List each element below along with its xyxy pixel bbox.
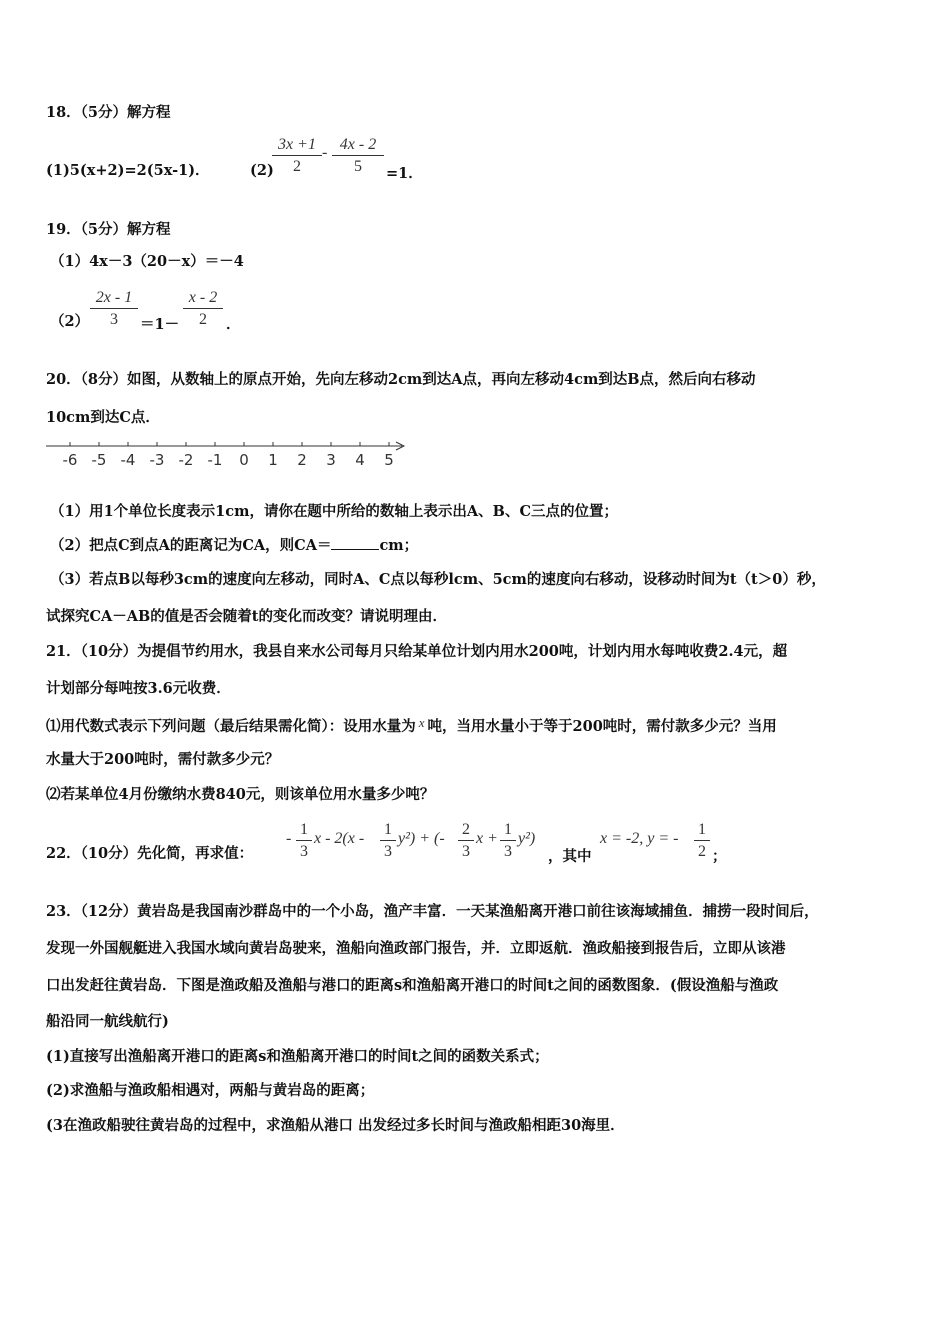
q22-fraction-5: [694, 820, 710, 863]
axis-tick-label: 0: [239, 451, 249, 469]
axis-tick-label: -6: [62, 451, 78, 469]
q18-part1: (1)5(x+2)=2(5x-1)．: [46, 162, 210, 179]
q22-fraction-4: [500, 820, 516, 863]
axis-tick-label: -3: [149, 451, 165, 469]
q21-sub1-post: 吨，当用水量小于等于200吨时，需付款多少元？当用: [427, 718, 777, 735]
denominator: 2: [698, 843, 706, 860]
denominator: 3: [110, 311, 118, 328]
q23-line2: 发现一外国舰艇进入我国水域向黄岩岛驶来，渔船向渔政部门报告，并．立即返航．渔政船接到报告后，立即从该港: [46, 940, 786, 957]
axis-tick-label: -5: [91, 451, 107, 469]
q23-line3: 口出发赶往黄岩岛．下图是渔政船及渔船与港口的距离s和渔船离开港口的时间t之间的函数图象．(假设渔船与渔政: [46, 977, 779, 994]
q19-part2-tail: ．: [226, 316, 241, 333]
q21-sub2: ⑵若某单位4月份缴纳水费840元，则该单位用水量多少吨？: [46, 786, 435, 803]
axis-tick-label: -2: [178, 451, 194, 469]
axis-tick-label: 4: [355, 451, 365, 469]
q23-sub2: (2)求渔船与渔政船相遇对，两船与黄岩岛的距离；: [46, 1082, 375, 1099]
q20-sub3-line2: 试探究CA－AB的值是否会随着t的变化而改变？请说明理由．: [46, 608, 447, 625]
numerator: 3x +1: [272, 135, 322, 156]
denominator: 3: [300, 843, 308, 860]
q21-sub1: [46, 714, 777, 736]
q19-part2-mid: ＝1－: [140, 316, 180, 333]
numerator: x - 2: [183, 288, 223, 309]
q18-title: 18．（5分）解方程: [46, 104, 171, 121]
q22-tail: ；: [712, 848, 727, 865]
denominator: 3: [462, 843, 470, 860]
q19-title: 19．（5分）解方程: [46, 221, 171, 238]
q22-expr-d: x +: [476, 830, 498, 847]
q21-variable: x: [418, 715, 425, 730]
numerator: 1: [500, 820, 516, 841]
q21-line2: 计划部分每吨按3.6元收费．: [46, 680, 231, 697]
q22-condition: x = -2, y = -: [600, 830, 679, 847]
numerator: 1: [380, 820, 396, 841]
q19-part2-label: （2）: [50, 313, 90, 330]
q22-where: ，其中: [548, 848, 592, 865]
axis-tick-label: 1: [268, 451, 278, 469]
q22-expr-a: -: [286, 830, 292, 847]
q23-line1: 23．（12分）黄岩岛是我国南沙群岛中的一个小岛，渔产丰富．一天某渔船离开港口前往该海域捕鱼．捕捞一段时间后，: [46, 903, 819, 920]
number-line: [44, 438, 414, 472]
denominator: 3: [384, 843, 392, 860]
q20-sub2-post: cm；: [379, 537, 419, 554]
q21-sub1-pre: ⑴用代数式表示下列问题（最后结果需化简）：设用水量为: [46, 718, 416, 735]
q18-fraction-2: [332, 135, 384, 178]
q22-expr-e: y²): [518, 830, 536, 847]
q23-sub3: (3在渔政船驶往黄岩岛的过程中，求渔船从港口 出发经过多长时间与渔政船相距30海里．: [46, 1117, 625, 1134]
q20-line1: 20．（8分）如图，从数轴上的原点开始，先向左移动2cm到达A点，再向左移动4cm到达B点，然后向右移动: [46, 371, 756, 388]
q18-part2-label: (2): [250, 162, 274, 179]
q22-expr-b: x - 2(x -: [314, 830, 365, 847]
q22-fraction-3: [458, 820, 474, 863]
denominator: 5: [354, 158, 362, 175]
denominator: 3: [504, 843, 512, 860]
q18-part2-tail: =1．: [386, 165, 423, 182]
q20-sub1: （1）用1个单位长度表示1cm，请你在题中所给的数轴上表示出A、B、C三点的位置；: [50, 503, 618, 520]
axis-tick-label: 2: [297, 451, 307, 469]
q18-fraction-1: [272, 135, 322, 178]
denominator: 2: [199, 311, 207, 328]
axis-tick-label: -1: [207, 451, 223, 469]
q23-sub1: (1)直接写出渔船离开港口的距离s和渔船离开港口的时间t之间的函数关系式；: [46, 1048, 549, 1065]
axis-tick-label: 3: [326, 451, 336, 469]
denominator: 2: [293, 158, 301, 175]
axis-tick-label: -4: [120, 451, 136, 469]
q21-sub1-line2: 水量大于200吨时，需付款多少元？: [46, 751, 280, 768]
q23-line4: 船沿同一航线航行): [46, 1013, 169, 1030]
q20-sub2-pre: （2）把点C到点A的距离记为CA，则CA＝: [50, 537, 332, 554]
numerator: 2x - 1: [90, 288, 138, 309]
q19-fraction-1: [90, 288, 138, 331]
q22-fraction-2: [380, 820, 396, 863]
q22-title: 22．（10分）先化简，再求值：: [46, 845, 254, 862]
answer-blank[interactable]: [331, 537, 379, 550]
q19-part1: （1）4x－3（20－x）＝－4: [50, 253, 244, 270]
q20-sub3-line1: （3）若点B以每秒3cm的速度向左移动，同时A、C点以每秒lcm、5cm的速度向右移动，设移动时间为t（t＞0）秒，: [50, 571, 826, 588]
numerator: 1: [296, 820, 312, 841]
q20-sub2: [50, 537, 418, 555]
numerator: 1: [694, 820, 710, 841]
minus-sign: -: [322, 144, 328, 161]
q22-expr-c: y²) + (-: [398, 830, 445, 847]
numerator: 4x - 2: [332, 135, 384, 156]
q19-fraction-2: [183, 288, 223, 331]
numerator: 2: [458, 820, 474, 841]
q20-line2: 10cm到达C点．: [46, 409, 160, 426]
axis-tick-label: 5: [384, 451, 394, 469]
q21-line1: 21．（10分）为提倡节约用水，我县自来水公司每月只给某单位计划内用水200吨，计划内用水每吨收费2.4元，超: [46, 643, 788, 660]
q22-fraction-1: [296, 820, 312, 863]
